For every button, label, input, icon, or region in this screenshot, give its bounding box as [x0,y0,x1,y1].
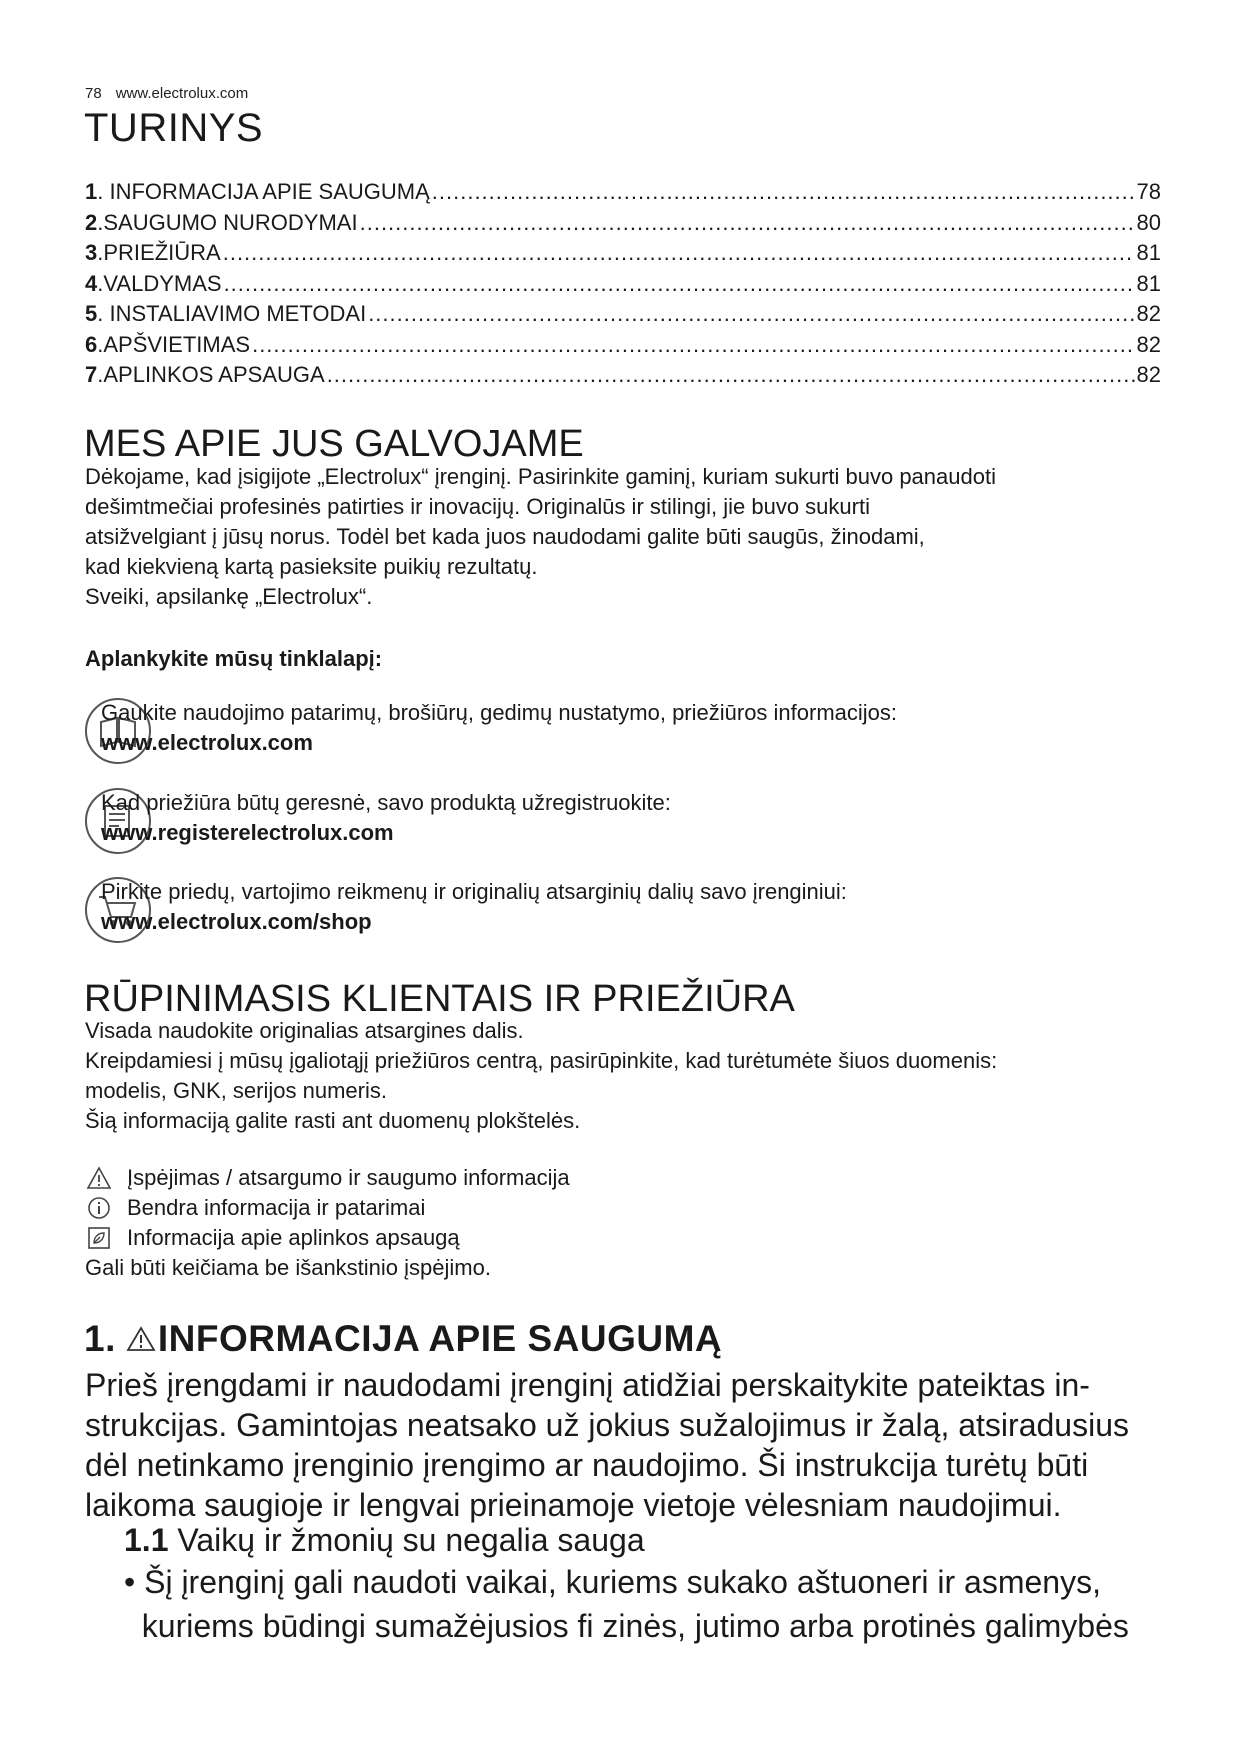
safety-intro-text: Prieš įrengdami ir naudodami įrenginį atidžiai perskaitykite pateiktas in- strukcijas. Gamintojas neatsako už jokius sužalojimus ir žalą, atsiradusius dėl netinkamo įrenginio įrengimo ar naudojimo. Ši instrukcija turėtų būti laikoma saugioje ir lengvai prieinamoje vietoje vėlesniam naudojimui. [85,1367,1129,1523]
child-safety-subheading: 1.1 Vaikų ir žmonių su negalia sauga [124,1522,645,1558]
legend-item: Informacija apie aplinkos apsaugą [85,1223,570,1253]
register-website-link[interactable]: www.registerelectrolux.com [101,820,394,845]
environment-icon [85,1226,113,1250]
thinking-of-you-text: Dėkojame, kad įsigijote „Electrolux“ įrenginį. Pasirinkite gaminį, kuriam sukurti buvo panaudoti dešimtmečiai profesinės patirties ir inovacijų. Originalūs ir stilingi, jie buvo sukurti atsižvelgiant į jūsų norus. Todėl bet kada juos naudodami galite būti saugūs, žinodami, kad kiekvieną kartą pasieksite puikių rezultatų. Sveiki, apsilankę „Electrolux“. [85,464,996,609]
toc-title: TURINYS [84,106,264,150]
thinking-of-you-heading: MES APIE JUS GALVOJAME [84,423,584,465]
toc-entry[interactable]: 3.PRIEŽIŪRA ..... 81 [85,240,1161,271]
header-site-link[interactable]: www.electrolux.com [115,85,249,102]
toc-entry[interactable]: 7.APLINKOS APSAUGA ..... 82 [85,362,1161,393]
warning-icon [85,1166,113,1190]
legend-item: Įspėjimas / atsargumo ir saugumo informacija [85,1163,570,1193]
table-of-contents [85,179,1161,393]
toc-entry[interactable]: 4.VALDYMAS ..... 81 [85,271,1161,302]
page-number: 78 [85,85,102,102]
warning-icon [126,1325,156,1353]
toc-entry[interactable]: 1. INFORMACIJA APIE SAUGUMĄ ..... 78 [85,179,1161,210]
child-safety-bullet: • Šį įrenginį gali naudoti vaikai, kuriems sukako aštuoneri ir asmenys, kuriems būdingi sumažėjusios fi zinės, jutimo arba protinės galimybės [124,1564,1129,1644]
info-icon [85,1196,113,1220]
legend-item: Bendra informacija ir patarimai [85,1193,570,1223]
electrolux-website-link[interactable]: www.electrolux.com [101,730,313,755]
page-header [85,85,248,102]
customer-care-heading: RŪPINIMASIS KLIENTAIS IR PRIEŽIŪRA [84,978,795,1020]
customer-care-text: Visada naudokite originalias atsargines dalis. Kreipdamiesi į mūsų įgaliotąjį priežiūros centrą, pasirūpinkite, kad turėtumėte šiuos duomenis: modelis, GNK, serijos numeris. Šią informaciją galite rasti ant duomenų plokštelės. [85,1018,998,1133]
safety-information-heading: 1. INFORMACIJA APIE SAUGUMĄ [84,1318,723,1359]
toc-entry[interactable]: 5. INSTALIAVIMO METODAI ..... 82 [85,301,1161,332]
visit-website-label: Aplankykite mūsų tinklalapį: [85,646,383,671]
register-link-item: Kad priežiūra būtų geresnė, savo produktą užregistruokite: www.registerelectrolux.com [85,788,1165,848]
symbol-legend [85,1163,570,1283]
support-link-item: Gaukite naudojimo patarimų, brošiūrų, gedimų nustatymo, priežiūros informacijos: www.electrolux.com [85,698,1165,758]
toc-entry[interactable]: 2.SAUGUMO NURODYMAI ..... 80 [85,210,1161,241]
shop-link-item: Pirkite priedų, vartojimo reikmenų ir originalių atsarginių dalių savo įrenginiui: www.electrolux.com/shop [85,877,1165,937]
toc-entry[interactable]: 6.APŠVIETIMAS ..... 82 [85,332,1161,363]
change-notice: Gali būti keičiama be išankstinio įspėjimo. [85,1255,491,1280]
shop-website-link[interactable]: www.electrolux.com/shop [101,909,372,934]
